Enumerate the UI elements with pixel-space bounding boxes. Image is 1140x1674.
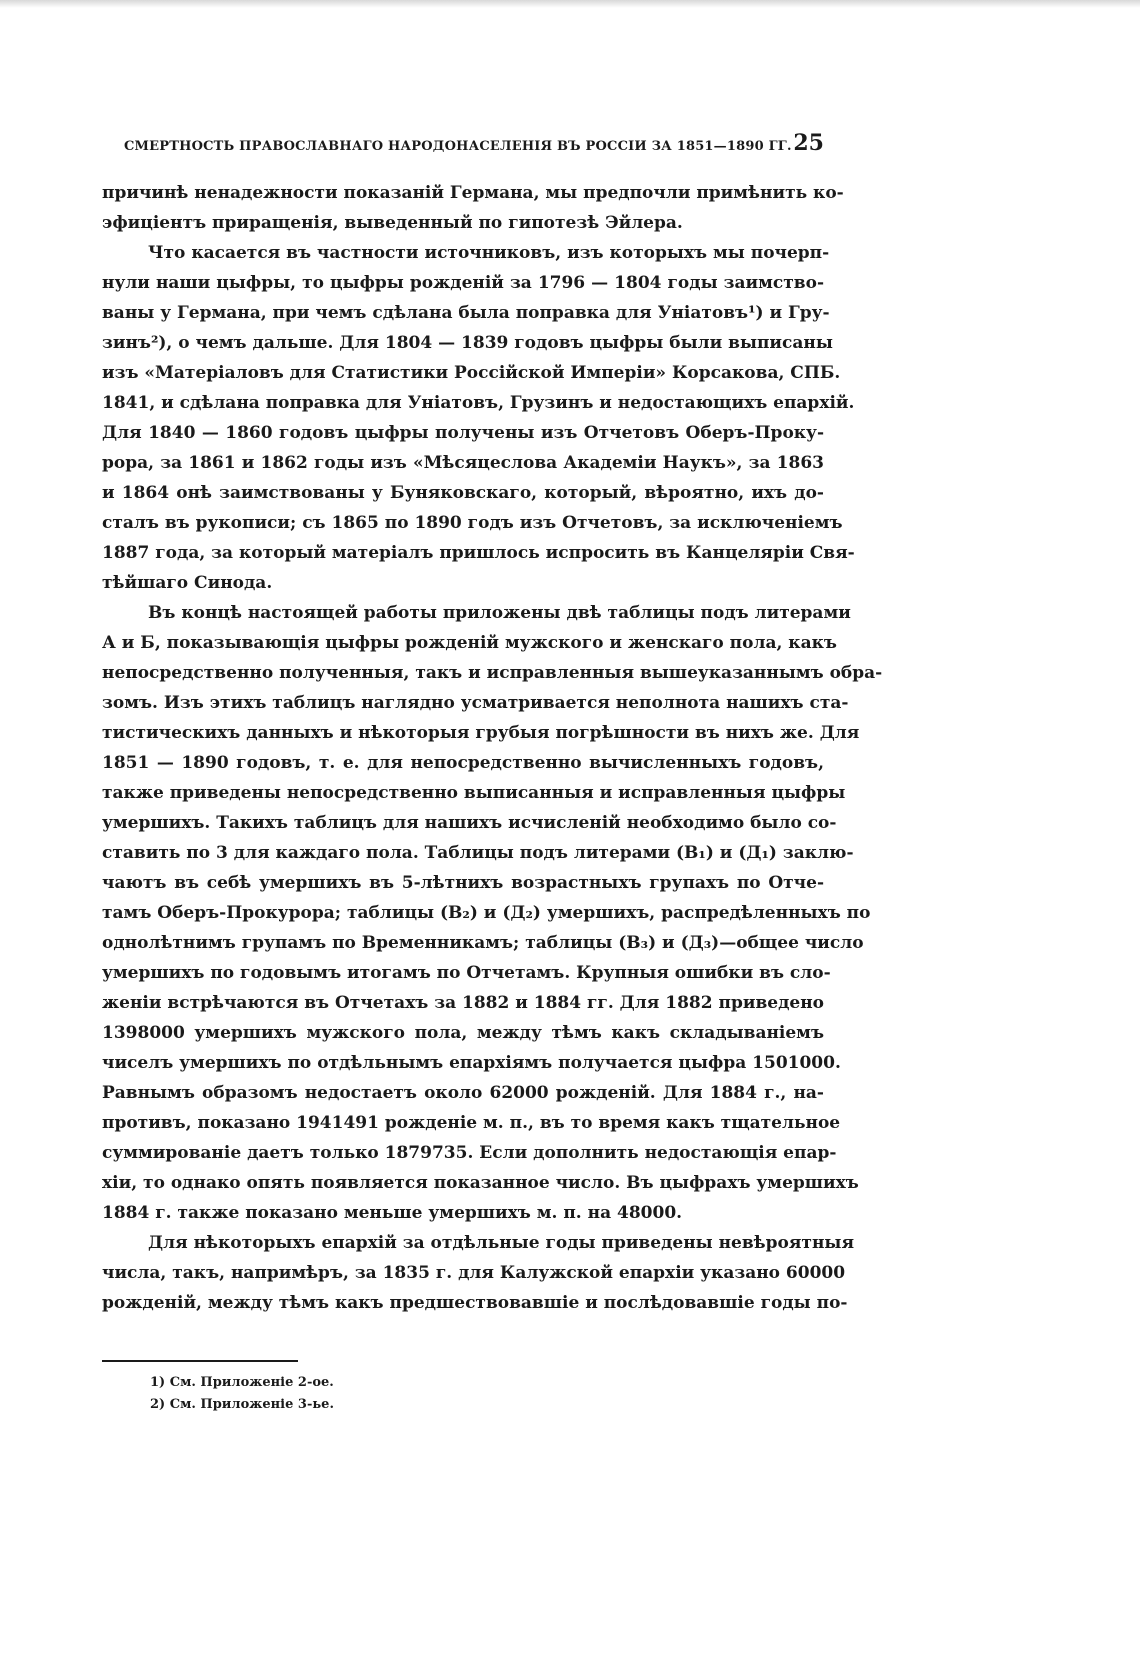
footnote-divider [102, 1360, 298, 1362]
text-line: 1884 г. также показано меньше умершихъ м. п. на 48000. [102, 1203, 683, 1223]
text-line: эфиціентъ приращенія, выведенный по гипотезѣ Эйлера. [102, 213, 683, 233]
paragraph [102, 1228, 854, 1318]
text-line: хіи, то однако опять появляется показанное число. Въ цыфрахъ умершихъ [102, 1173, 859, 1193]
text-line: чаютъ въ себѣ умершихъ въ 5-лѣтнихъ возрастныхъ групахъ по Отче- [102, 873, 824, 893]
running-head: СМЕРТНОСТЬ ПРАВОСЛАВНАГО НАРОДОНАСЕЛЕНІЯ ВЪ РОССІИ ЗА 1851—1890 ГГ. [124, 139, 792, 154]
text-line: 1887 года, за который матеріалъ пришлось испросить въ Канцеляріи Свя- [102, 543, 855, 563]
text-line: суммированіе даетъ только 1879735. Если дополнить недостающія епар- [102, 1143, 837, 1163]
text-line: женіи встрѣчаются въ Отчетахъ за 1882 и 1884 гг. Для 1882 приведено [102, 993, 824, 1013]
text-line: Что касается въ частности источниковъ, изъ которыхъ мы почерп- [148, 243, 830, 263]
text-line: Въ концѣ настоящей работы приложены двѣ таблицы подъ литерами [148, 603, 851, 623]
text-line: рожденій, между тѣмъ какъ предшествовавшіе и послѣдовавшіе годы по- [102, 1293, 848, 1313]
text-line: Для 1840 — 1860 годовъ цыфры получены изъ Отчетовъ Оберъ-Проку- [102, 423, 824, 443]
text-line: А и Б, показывающія цыфры рожденій мужского и женскаго пола, какъ [102, 633, 837, 653]
paragraph [102, 238, 855, 598]
page-number: 25 [793, 130, 824, 156]
text-line: чиселъ умершихъ по отдѣльнымъ епархіямъ получается цыфра 1501000. [102, 1053, 841, 1073]
text-line: зомъ. Изъ этихъ таблицъ наглядно усматривается неполнота нашихъ ста- [102, 693, 849, 713]
text-line: противъ, показано 1941491 рожденіе м. п., въ то время какъ тщательное [102, 1113, 841, 1133]
text-line: рора, за 1861 и 1862 годы изъ «Мѣсяцеслова Академіи Наукъ», за 1863 [102, 453, 824, 473]
text-line: нули наши цыфры, то цыфры рожденій за 1796 — 1804 годы заимство- [102, 273, 824, 293]
text-line: ваны у Германа, при чемъ сдѣлана была поправка для Уніатовъ¹) и Гру- [102, 303, 830, 323]
text-line: и 1864 онѣ заимствованы у Буняковскаго, который, вѣроятно, ихъ до- [102, 483, 824, 503]
page-edge [0, 0, 1140, 8]
text-line: 1841, и сдѣлана поправка для Уніатовъ, Грузинъ и недостающихъ епархій. [102, 393, 855, 413]
footnote-1: 1) См. Приложеніе 2-ое. [150, 1375, 334, 1390]
text-line: умершихъ. Такихъ таблицъ для нашихъ исчисленій необходимо было со- [102, 813, 837, 833]
text-line: тистическихъ данныхъ и нѣкоторыя грубыя погрѣшности въ нихъ же. Для [102, 723, 860, 743]
page-header [124, 130, 824, 156]
text-line: 1851 — 1890 годовъ, т. е. для непосредственно вычисленныхъ годовъ, [102, 753, 824, 773]
text-line: ставить по 3 для каждаго пола. Таблицы подъ литерами (В₁) и (Д₁) заклю- [102, 843, 854, 863]
text-line: непосредственно полученныя, такъ и исправленныя вышеуказаннымъ обра- [102, 663, 883, 683]
paragraph [102, 178, 844, 238]
text-line: также приведены непосредственно выписанныя и исправленныя цыфры [102, 783, 846, 803]
text-line: причинѣ ненадежности показаній Германа, мы предпочли примѣнить ко- [102, 183, 844, 203]
paragraph [102, 598, 883, 1228]
footnote-2: 2) См. Приложеніе 3-ье. [150, 1397, 334, 1412]
text-line: Равнымъ образомъ недостаетъ около 62000 рожденій. Для 1884 г., на- [102, 1083, 824, 1103]
text-line: изъ «Матеріаловъ для Статистики Россійской Имперіи» Корсакова, СПБ. [102, 363, 841, 383]
text-line: Для нѣкоторыхъ епархій за отдѣльные годы приведены невѣроятныя [148, 1233, 854, 1253]
text-line: умершихъ по годовымъ итогамъ по Отчетамъ. Крупныя ошибки въ сло- [102, 963, 831, 983]
text-line: 1398000 умершихъ мужского пола, между тѣмъ какъ складываніемъ [102, 1023, 824, 1043]
footnotes [150, 1372, 334, 1416]
body-text [102, 178, 883, 1318]
text-line: числа, такъ, напримѣръ, за 1835 г. для Калужской епархіи указано 60000 [102, 1263, 846, 1283]
text-line: однолѣтнимъ групамъ по Временникамъ; таблицы (В₃) и (Д₃)—общее число [102, 933, 864, 953]
text-line: тамъ Оберъ-Прокурора; таблицы (В₂) и (Д₂) умершихъ, распредѣленныхъ по [102, 903, 871, 923]
text-line: сталъ въ рукописи; съ 1865 по 1890 годъ изъ Отчетовъ, за исключеніемъ [102, 513, 843, 533]
text-line: тѣйшаго Синода. [102, 573, 273, 593]
text-line: зинъ²), о чемъ дальше. Для 1804 — 1839 годовъ цыфры были выписаны [102, 333, 833, 353]
